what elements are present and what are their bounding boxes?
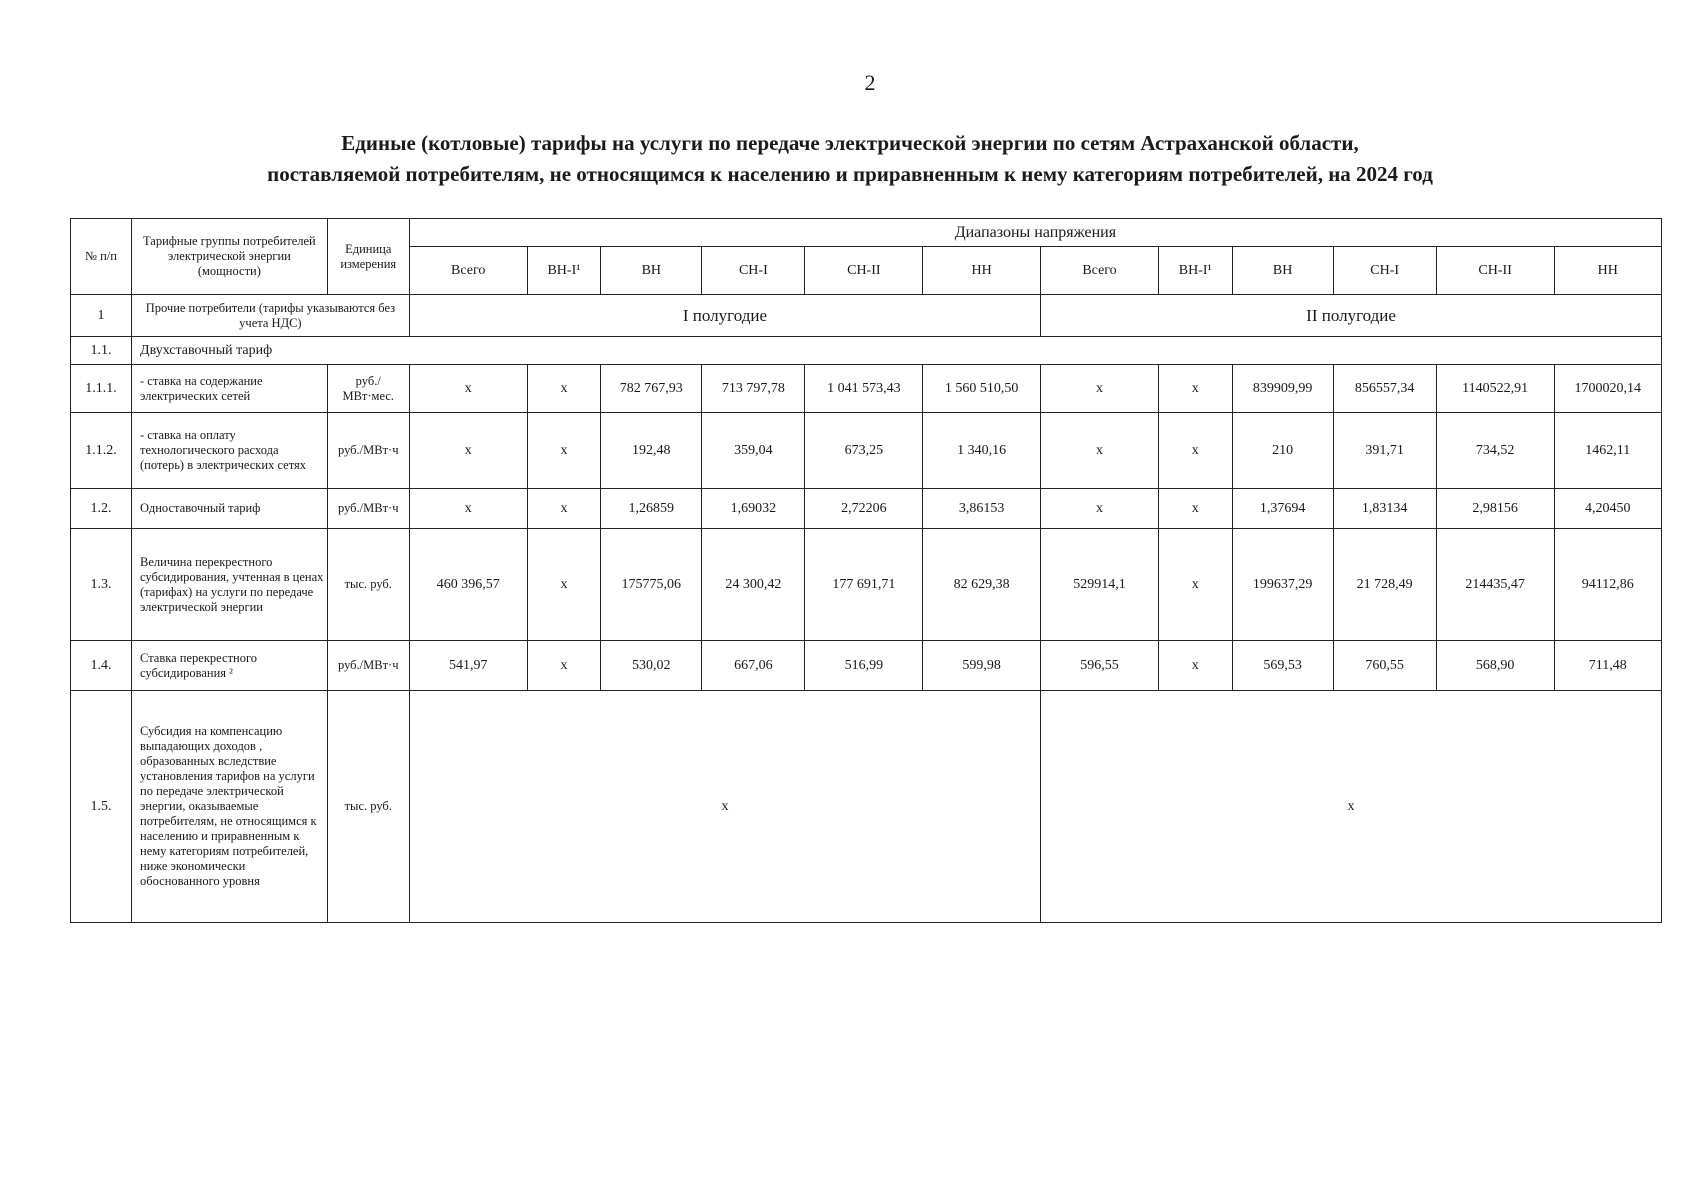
row-num: 1.3. <box>71 529 132 641</box>
cell-value: 530,02 <box>601 641 702 691</box>
cell-value: 1,26859 <box>601 489 702 529</box>
cell-value: х <box>1158 365 1232 413</box>
table-row <box>71 691 1662 923</box>
cell-value: 214435,47 <box>1436 529 1554 641</box>
header-col: ВН-I¹ <box>527 247 601 295</box>
cell-value: 177 691,71 <box>805 529 923 641</box>
cell-value: 667,06 <box>702 641 805 691</box>
cell-value: 839909,99 <box>1232 365 1333 413</box>
row-num: 1.5. <box>71 691 132 923</box>
cell-value: х <box>1041 489 1159 529</box>
row-label: Прочие потребители (тарифы указываются без учета НДС) <box>132 295 410 337</box>
cell-value: 599,98 <box>923 641 1041 691</box>
cell-value: 516,99 <box>805 641 923 691</box>
row-unit: руб./МВт·ч <box>327 641 409 691</box>
cell-value: 1 041 573,43 <box>805 365 923 413</box>
table-row <box>71 365 1662 413</box>
header-col: ВН-I¹ <box>1158 247 1232 295</box>
cell-value: 192,48 <box>601 413 702 489</box>
row-label: Одноставочный тариф <box>132 489 328 529</box>
cell-value: х <box>1041 413 1159 489</box>
page-number: 2 <box>864 70 876 95</box>
cell-value: 21 728,49 <box>1333 529 1436 641</box>
cell-value: 460 396,57 <box>409 529 527 641</box>
cell-value: 673,25 <box>805 413 923 489</box>
cell-value: 1462,11 <box>1554 413 1661 489</box>
cell-value: 4,20450 <box>1554 489 1661 529</box>
row-label: Двухставочный тариф <box>132 337 1662 365</box>
half-year-1-value: х <box>409 691 1040 923</box>
cell-value: 2,98156 <box>1436 489 1554 529</box>
row-label: Ставка перекрестного субсидирования ² <box>132 641 328 691</box>
header-num: № п/п <box>71 219 132 295</box>
cell-value: х <box>527 489 601 529</box>
row-num: 1.1.1. <box>71 365 132 413</box>
row-num: 1.4. <box>71 641 132 691</box>
title-line-1: Единые (котловые) тарифы на услуги по передаче электрической энергии по сетям Астраханской области, <box>341 131 1359 155</box>
header-col: Всего <box>1041 247 1159 295</box>
cell-value: х <box>527 529 601 641</box>
cell-value: 24 300,42 <box>702 529 805 641</box>
row-label: Субсидия на компенсацию выпадающих доходов , образованных вследствие установления тарифов на услуги по передаче электрической энергии, оказываемые потребителям, не относящимся к населению и приравненным к нему категориям потребителей, ниже экономически обоснованного уровня <box>132 691 328 923</box>
cell-value: 529914,1 <box>1041 529 1159 641</box>
header-col: Всего <box>409 247 527 295</box>
cell-value: х <box>1041 365 1159 413</box>
cell-value: 760,55 <box>1333 641 1436 691</box>
cell-value: 199637,29 <box>1232 529 1333 641</box>
cell-value: 82 629,38 <box>923 529 1041 641</box>
row-unit: тыс. руб. <box>327 691 409 923</box>
header-col: СН-I <box>1333 247 1436 295</box>
row-unit: руб./МВт·ч <box>327 489 409 529</box>
row-num: 1.1.2. <box>71 413 132 489</box>
cell-value: х <box>527 365 601 413</box>
cell-value: 1,69032 <box>702 489 805 529</box>
cell-value: 3,86153 <box>923 489 1041 529</box>
cell-value: 1140522,91 <box>1436 365 1554 413</box>
cell-value: 711,48 <box>1554 641 1661 691</box>
header-col: ВН <box>601 247 702 295</box>
row-unit: руб./МВт·ч <box>327 413 409 489</box>
row-unit: тыс. руб. <box>327 529 409 641</box>
cell-value: 1 560 510,50 <box>923 365 1041 413</box>
cell-value: 2,72206 <box>805 489 923 529</box>
cell-value: 1 340,16 <box>923 413 1041 489</box>
cell-value: х <box>527 413 601 489</box>
cell-value: х <box>1158 641 1232 691</box>
row-unit: руб./МВт·мес. <box>327 365 409 413</box>
cell-value: х <box>409 365 527 413</box>
title-line-2: поставляемой потребителям, не относящимся к населению и приравненным к нему категориям потребителей, на 2024 год <box>267 162 1433 186</box>
row-num: 1.2. <box>71 489 132 529</box>
cell-value: 1,83134 <box>1333 489 1436 529</box>
header-col: СН-II <box>1436 247 1554 295</box>
document-title <box>150 128 1550 190</box>
row-label: - ставка на содержание электрических сетей <box>132 365 328 413</box>
header-group: Тарифные группы потребителей электрической энергии (мощности) <box>132 219 328 295</box>
cell-value: х <box>409 413 527 489</box>
cell-value: х <box>1158 489 1232 529</box>
cell-value: 1700020,14 <box>1554 365 1661 413</box>
header-col: НН <box>923 247 1041 295</box>
cell-value: 359,04 <box>702 413 805 489</box>
half-year-2: II полугодие <box>1041 295 1662 337</box>
cell-value: х <box>1158 413 1232 489</box>
table-row <box>71 489 1662 529</box>
header-unit: Единица измерения <box>327 219 409 295</box>
header-voltage-ranges: Диапазоны напряжения <box>409 219 1661 247</box>
row-label: - ставка на оплату технологического расхода (потерь) в электрических сетях <box>132 413 328 489</box>
row-num: 1.1. <box>71 337 132 365</box>
cell-value: х <box>409 489 527 529</box>
header-col: ВН <box>1232 247 1333 295</box>
cell-value: 596,55 <box>1041 641 1159 691</box>
half-year-2-value: х <box>1041 691 1662 923</box>
cell-value: 1,37694 <box>1232 489 1333 529</box>
cell-value: 541,97 <box>409 641 527 691</box>
cell-value: 210 <box>1232 413 1333 489</box>
cell-value: 94112,86 <box>1554 529 1661 641</box>
row-label: Величина перекрестного субсидирования, учтенная в ценах (тарифах) на услуги по передаче электрической энергии <box>132 529 328 641</box>
cell-value: 856557,34 <box>1333 365 1436 413</box>
header-col: НН <box>1554 247 1661 295</box>
header-col: СН-I <box>702 247 805 295</box>
cell-value: х <box>527 641 601 691</box>
cell-value: 734,52 <box>1436 413 1554 489</box>
cell-value: 175775,06 <box>601 529 702 641</box>
table-row <box>71 529 1662 641</box>
cell-value: 782 767,93 <box>601 365 702 413</box>
cell-value: 391,71 <box>1333 413 1436 489</box>
table-row <box>71 413 1662 489</box>
cell-value: х <box>1158 529 1232 641</box>
header-col: СН-II <box>805 247 923 295</box>
table-row <box>71 641 1662 691</box>
row-num: 1 <box>71 295 132 337</box>
tariff-table <box>70 218 1662 923</box>
cell-value: 713 797,78 <box>702 365 805 413</box>
cell-value: 568,90 <box>1436 641 1554 691</box>
cell-value: 569,53 <box>1232 641 1333 691</box>
half-year-1: I полугодие <box>409 295 1040 337</box>
